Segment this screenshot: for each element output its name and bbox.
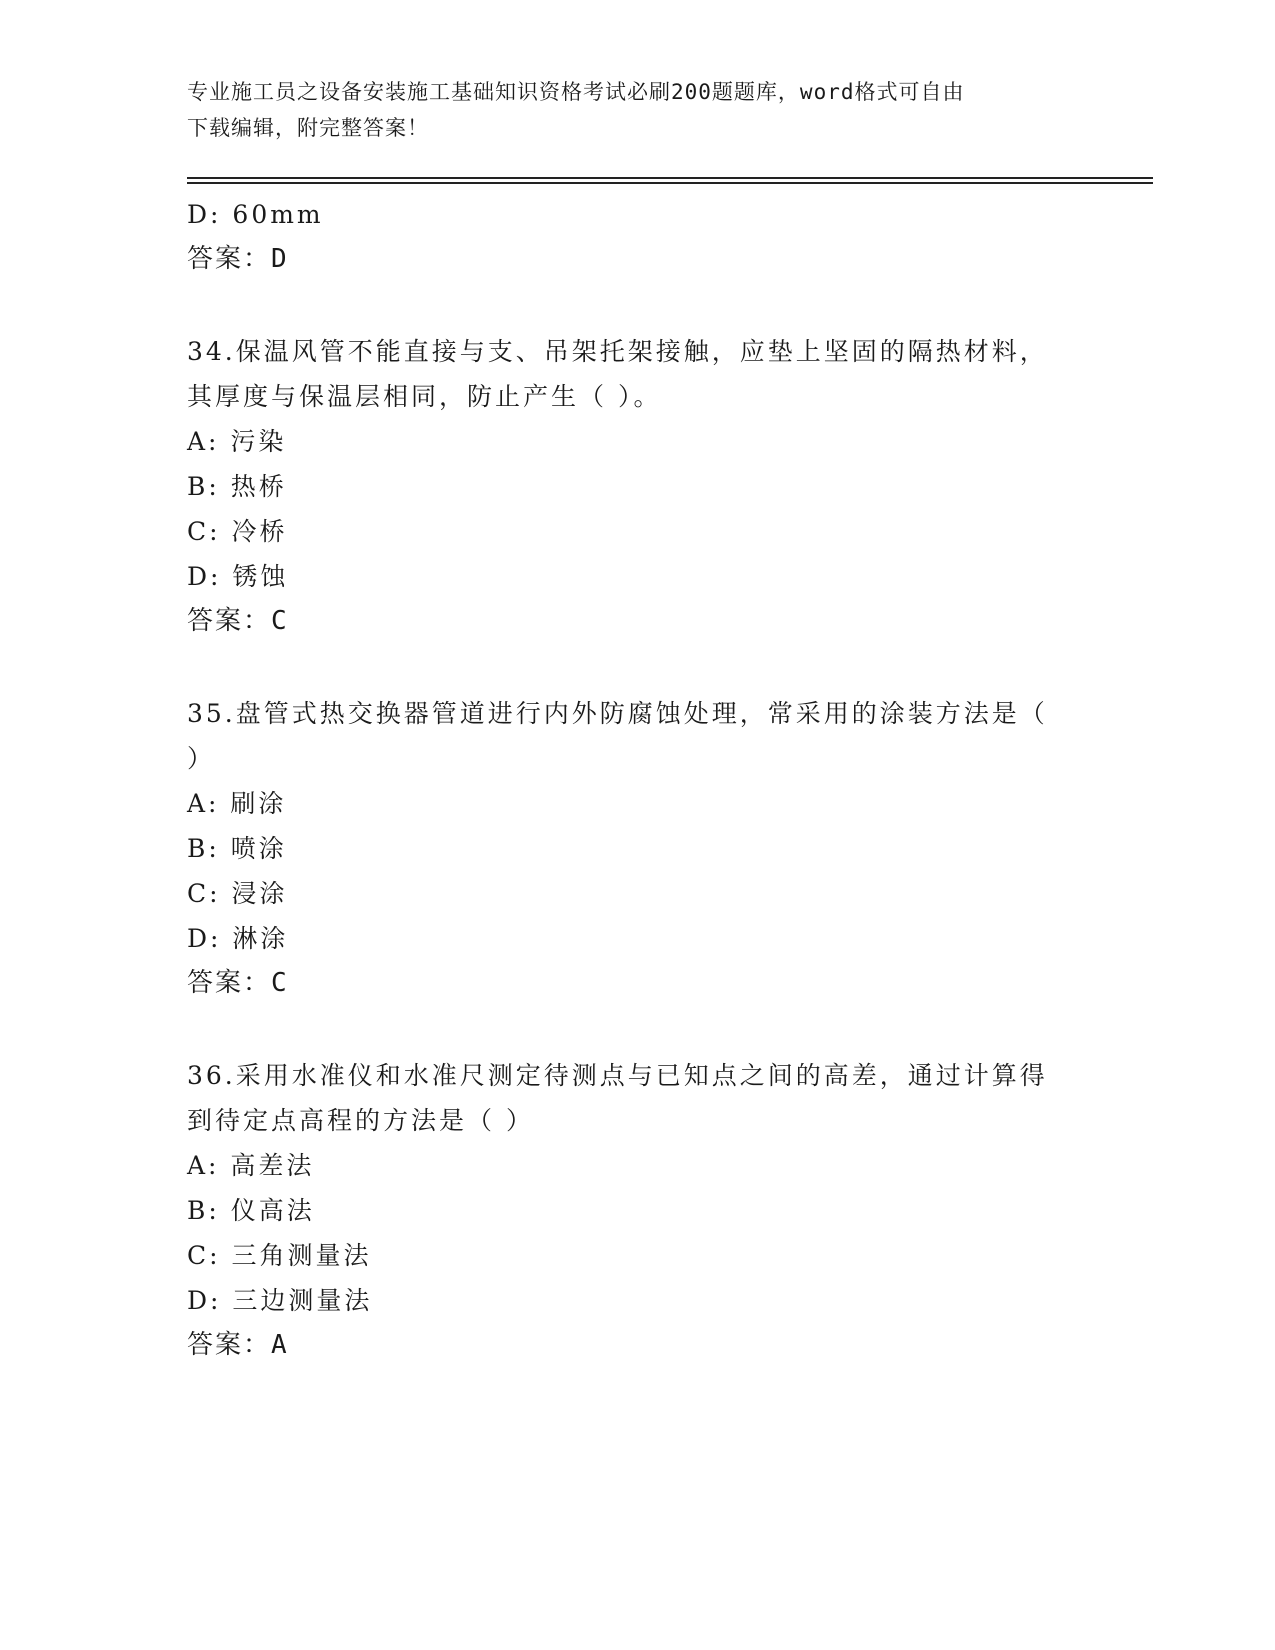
question-35 [187,691,1087,1006]
option-d: D: 60mm [187,200,324,229]
option-a: A: 污染 [187,427,287,456]
option-d: D: 三边测量法 [187,1286,373,1315]
question-text-line-1: 35.盘管式热交换器管道进行内外防腐蚀处理，常采用的涂装方法是（ [187,699,1048,728]
option-c: C: 三角测量法 [187,1241,372,1270]
previous-question-tail [187,192,1087,282]
question-text [187,691,1067,781]
answer-line: 答案：A [187,1330,289,1360]
answer-line: 答案：D [187,244,289,274]
question-text-line-2: 到待定点高程的方法是（ ） [187,1106,534,1135]
option-c: C: 浸涂 [187,879,288,908]
option-b: B: 热桥 [187,472,287,501]
header-title-line-2: 下载编辑，附完整答案！ [187,116,429,140]
option-b: B: 喷涂 [187,834,287,863]
question-34 [187,329,1087,644]
option-d: D: 淋涂 [187,924,289,953]
option-c: C: 冷桥 [187,517,288,546]
option-a: A: 刷涂 [187,789,287,818]
question-text-line-1: 34.保温风管不能直接与支、吊架托架接触，应垫上坚固的隔热材料， [187,337,1048,366]
header-title-line-1: 专业施工员之设备安装施工基础知识资格考试必刷200题题库，word格式可自由 [187,80,965,104]
answer-line: 答案：C [187,606,289,636]
question-text-line-2: ） [187,744,216,773]
question-text [187,329,1067,419]
question-list [187,192,1087,1368]
question-text-line-1: 36.采用水准仪和水准尺测定待测点与已知点之间的高差，通过计算得 [187,1061,1048,1090]
question-text [187,1053,1067,1143]
option-b: B: 仪高法 [187,1196,315,1225]
answer-line: 答案：C [187,968,289,998]
header-divider-top [187,177,1153,179]
question-36 [187,1053,1087,1368]
header-divider-bottom [187,182,1153,184]
document-header [187,74,1067,146]
question-text-line-2: 其厚度与保温层相同，防止产生（ ）。 [187,382,662,411]
option-a: A: 高差法 [187,1151,315,1180]
option-d: D: 锈蚀 [187,562,289,591]
